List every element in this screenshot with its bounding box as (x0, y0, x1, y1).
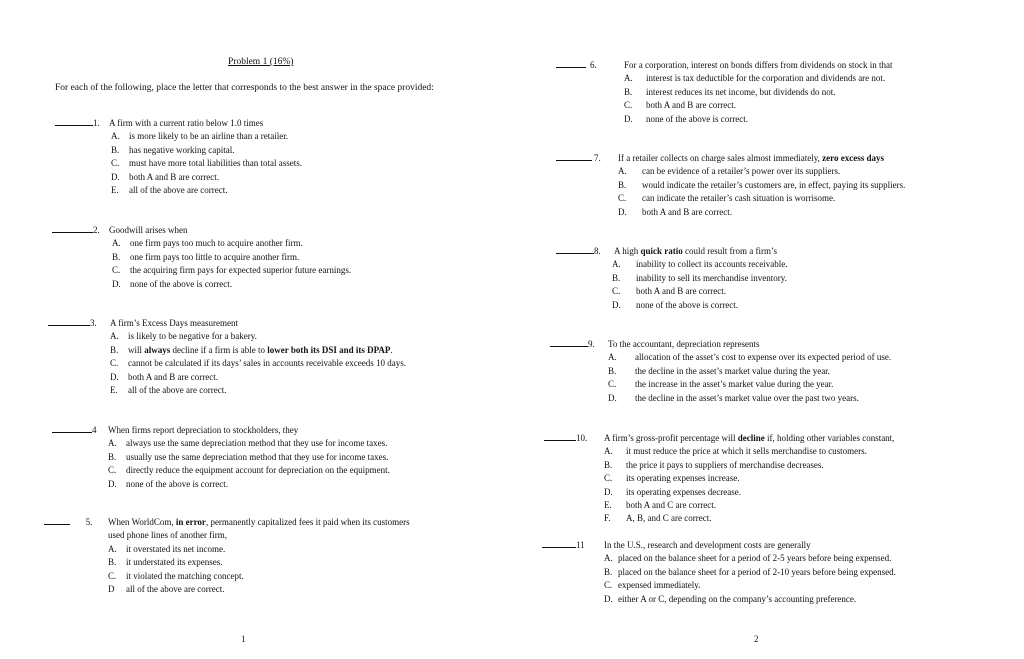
question-8: 8. A high quick ratio could result from a firm’s A. inability to collect its accounts receivable. B. inability to sell its merchandise inventory. C. both A and B are correct. D. none of the above is correct. (556, 245, 787, 312)
option: B. it understated its expenses. (108, 557, 223, 568)
option: A. is more likely to be an airline than a retailer. (111, 131, 288, 142)
answer-blank-10[interactable] (544, 432, 576, 441)
option: C. the increase in the asset’s market value during the year. (608, 379, 834, 390)
option: C. the acquiring firm pays for expected superior future earnings. (112, 265, 352, 276)
question-2: 2. Goodwill arises when A. one firm pays too much to acquire another firm. B. one firm pays too little to acquire another firm. C. the acquiring firm pays for expected superior future earnings. D. none of the above is correct. (52, 224, 351, 291)
instructions: For each of the following, place the letter that corresponds to the best answer in the space provided: (55, 83, 434, 93)
option: C. must have more total liabilities than total assets. (111, 158, 302, 169)
answer-blank-9[interactable] (550, 338, 588, 347)
question-7: 7. If a retailer collects on charge sales almost immediately, zero excess days A. can be evidence of a retailer’s power over its suppliers. B. would indicate the retailer’s customers are, in effect, paying its suppliers. C. can indicate the retailer’s cash situation is worrisome. D. both A and B are correct. (556, 152, 905, 219)
page-number: 1 (241, 634, 246, 644)
option: B. inability to sell its merchandise inventory. (612, 272, 787, 283)
option: A. allocation of the asset’s cost to expense over its expected period of use. (608, 352, 892, 363)
answer-blank-2[interactable] (52, 224, 93, 233)
answer-blank-5[interactable] (44, 516, 70, 525)
option: A. inability to collect its accounts receivable. (612, 259, 788, 270)
option: A. can be evidence of a retailer’s power over its suppliers. (618, 166, 841, 177)
option: E. both A and C are correct. (604, 500, 716, 511)
option: A. always use the same depreciation method that they use for income taxes. (108, 438, 388, 449)
question-6: 6. For a corporation, interest on bonds differs from dividends on stock in that A. interest is tax deductible for the corporation and dividends are not. B. interest reduces its net income, but dividends do not. C. both A and B are correct. D. none of the above is correct. (556, 59, 893, 126)
option: B. will always decline if a firm is able to lower both its DSI and its DPAP. (110, 344, 393, 355)
option: D all of the above are correct. (108, 584, 225, 595)
answer-blank-8[interactable] (556, 245, 594, 254)
option: D. none of the above is correct. (612, 299, 738, 310)
option: D. both A and B are correct. (110, 371, 218, 382)
question-10: 10. A firm’s gross-profit percentage will decline if, holding other variables constant, A. it must reduce the price at which it sells merchandise to customers. B. the price it pays to suppliers of merchandise decreases. C. its operating expenses increase. D. its operating expenses decrease. E. both A and C are correct. F. A, B, and C are correct. (544, 432, 894, 526)
option: B. would indicate the retailer’s customers are, in effect, paying its suppliers. (618, 179, 906, 190)
option: D. none of the above is correct. (108, 478, 228, 489)
answer-blank-4[interactable] (52, 424, 92, 433)
option: E. all of the above are correct. (111, 185, 228, 196)
option: A. is likely to be negative for a bakery. (110, 331, 257, 342)
page-title: Problem 1 (16%) (228, 57, 294, 67)
answer-blank-6[interactable] (556, 59, 586, 68)
option: D. none of the above is correct. (112, 278, 232, 289)
option: B. the price it pays to suppliers of merchandise decreases. (604, 459, 824, 470)
option: B. one firm pays too little to acquire another firm. (112, 251, 300, 262)
option: D. both A and B are correct. (111, 171, 219, 182)
question-4: 4 When firms report depreciation to stockholders, they A. always use the same depreciation method that they use for income taxes. B. usually use the same depreciation method that they use for income taxes. C. directly reduce the equipment account for depreciation on the equipment. D. none of the above is correct. (52, 424, 390, 491)
option: A. it must reduce the price at which it sells merchandise to customers. (604, 446, 867, 457)
option: C. directly reduce the equipment account for depreciation on the equipment. (108, 465, 390, 476)
option: D. both A and B are correct. (618, 206, 732, 217)
answer-blank-11[interactable] (542, 539, 576, 548)
option: D. the decline in the asset’s market value over the past two years. (608, 392, 859, 403)
option: B. interest reduces its net income, but dividends do not. (624, 86, 836, 97)
option: C. can indicate the retailer’s cash situation is worrisome. (618, 193, 836, 204)
page-2 (512, 0, 1024, 659)
answer-blank-7[interactable] (556, 152, 592, 161)
option: A. one firm pays too much to acquire another firm. (112, 238, 303, 249)
option: C. both A and B are correct. (624, 100, 736, 111)
option: B. placed on the balance sheet for a period of 2-10 years before being expensed. (604, 566, 896, 577)
question-11: 11 In the U.S., research and development costs are generally A. placed on the balance sheet for a period of 2-5 years before being expensed. B. placed on the balance sheet for a period of 2-10 years before being expensed. C. expensed immediately. D. either A or C, depending on the company’s accounting preference. (542, 539, 896, 606)
option: D. its operating expenses decrease. (604, 486, 741, 497)
option: A. it overstated its net income. (108, 543, 226, 554)
answer-blank-1[interactable] (55, 117, 93, 126)
option: B. has negative working capital. (111, 144, 235, 155)
option: C. cannot be calculated if its days’ sales in accounts receivable exceeds 10 days. (110, 358, 406, 369)
option: F. A, B, and C are correct. (604, 513, 712, 524)
option: E. all of the above are correct. (110, 385, 227, 396)
option: C. both A and B are correct. (612, 286, 726, 297)
option: B. usually use the same depreciation method that they use for income taxes. (108, 451, 389, 462)
option: C. it violated the matching concept. (108, 570, 244, 581)
question-9: 9. To the accountant, depreciation represents A. allocation of the asset’s cost to expense over its expected period of use. B. the decline in the asset’s market value during the year. C. the increase in the asset’s market value during the year. D. the decline in the asset’s market value over the past two years. (550, 338, 891, 405)
question-1: 1. A firm with a current ratio below 1.0 times A. is more likely to be an airline than a retailer. B. has negative working capital. C. must have more total liabilities than total assets. D. both A and B are correct. E. all of the above are correct. (55, 117, 302, 197)
option: D. either A or C, depending on the company’s accounting preference. (604, 593, 857, 604)
option: C. expensed immediately. (604, 580, 701, 591)
option: A. placed on the balance sheet for a period of 2-5 years before being expensed. (604, 553, 892, 564)
option: A. interest is tax deductible for the corporation and dividends are not. (624, 73, 886, 84)
answer-blank-3[interactable] (48, 317, 90, 326)
option: D. none of the above is correct. (624, 113, 748, 124)
option: C. its operating expenses increase. (604, 473, 740, 484)
page-number: 2 (754, 634, 759, 644)
option: B. the decline in the asset’s market value during the year. (608, 365, 830, 376)
question-5: 5. When WorldCom, in error, permanently capitalized fees it paid when its customers used phone lines of another firm, A. it overstated its net income. B. it understated its expenses. C. it violated the matching concept. D all of the above are correct. (44, 516, 410, 596)
question-3: 3. A firm’s Excess Days measurement A. is likely to be negative for a bakery. B. will always decline if a firm is able to lower both its DSI and its DPAP. C. cannot be calculated if its days’ sales in accounts receivable exceeds 10 days. D. both A and B are correct. E. all of the above are correct. (48, 317, 406, 397)
